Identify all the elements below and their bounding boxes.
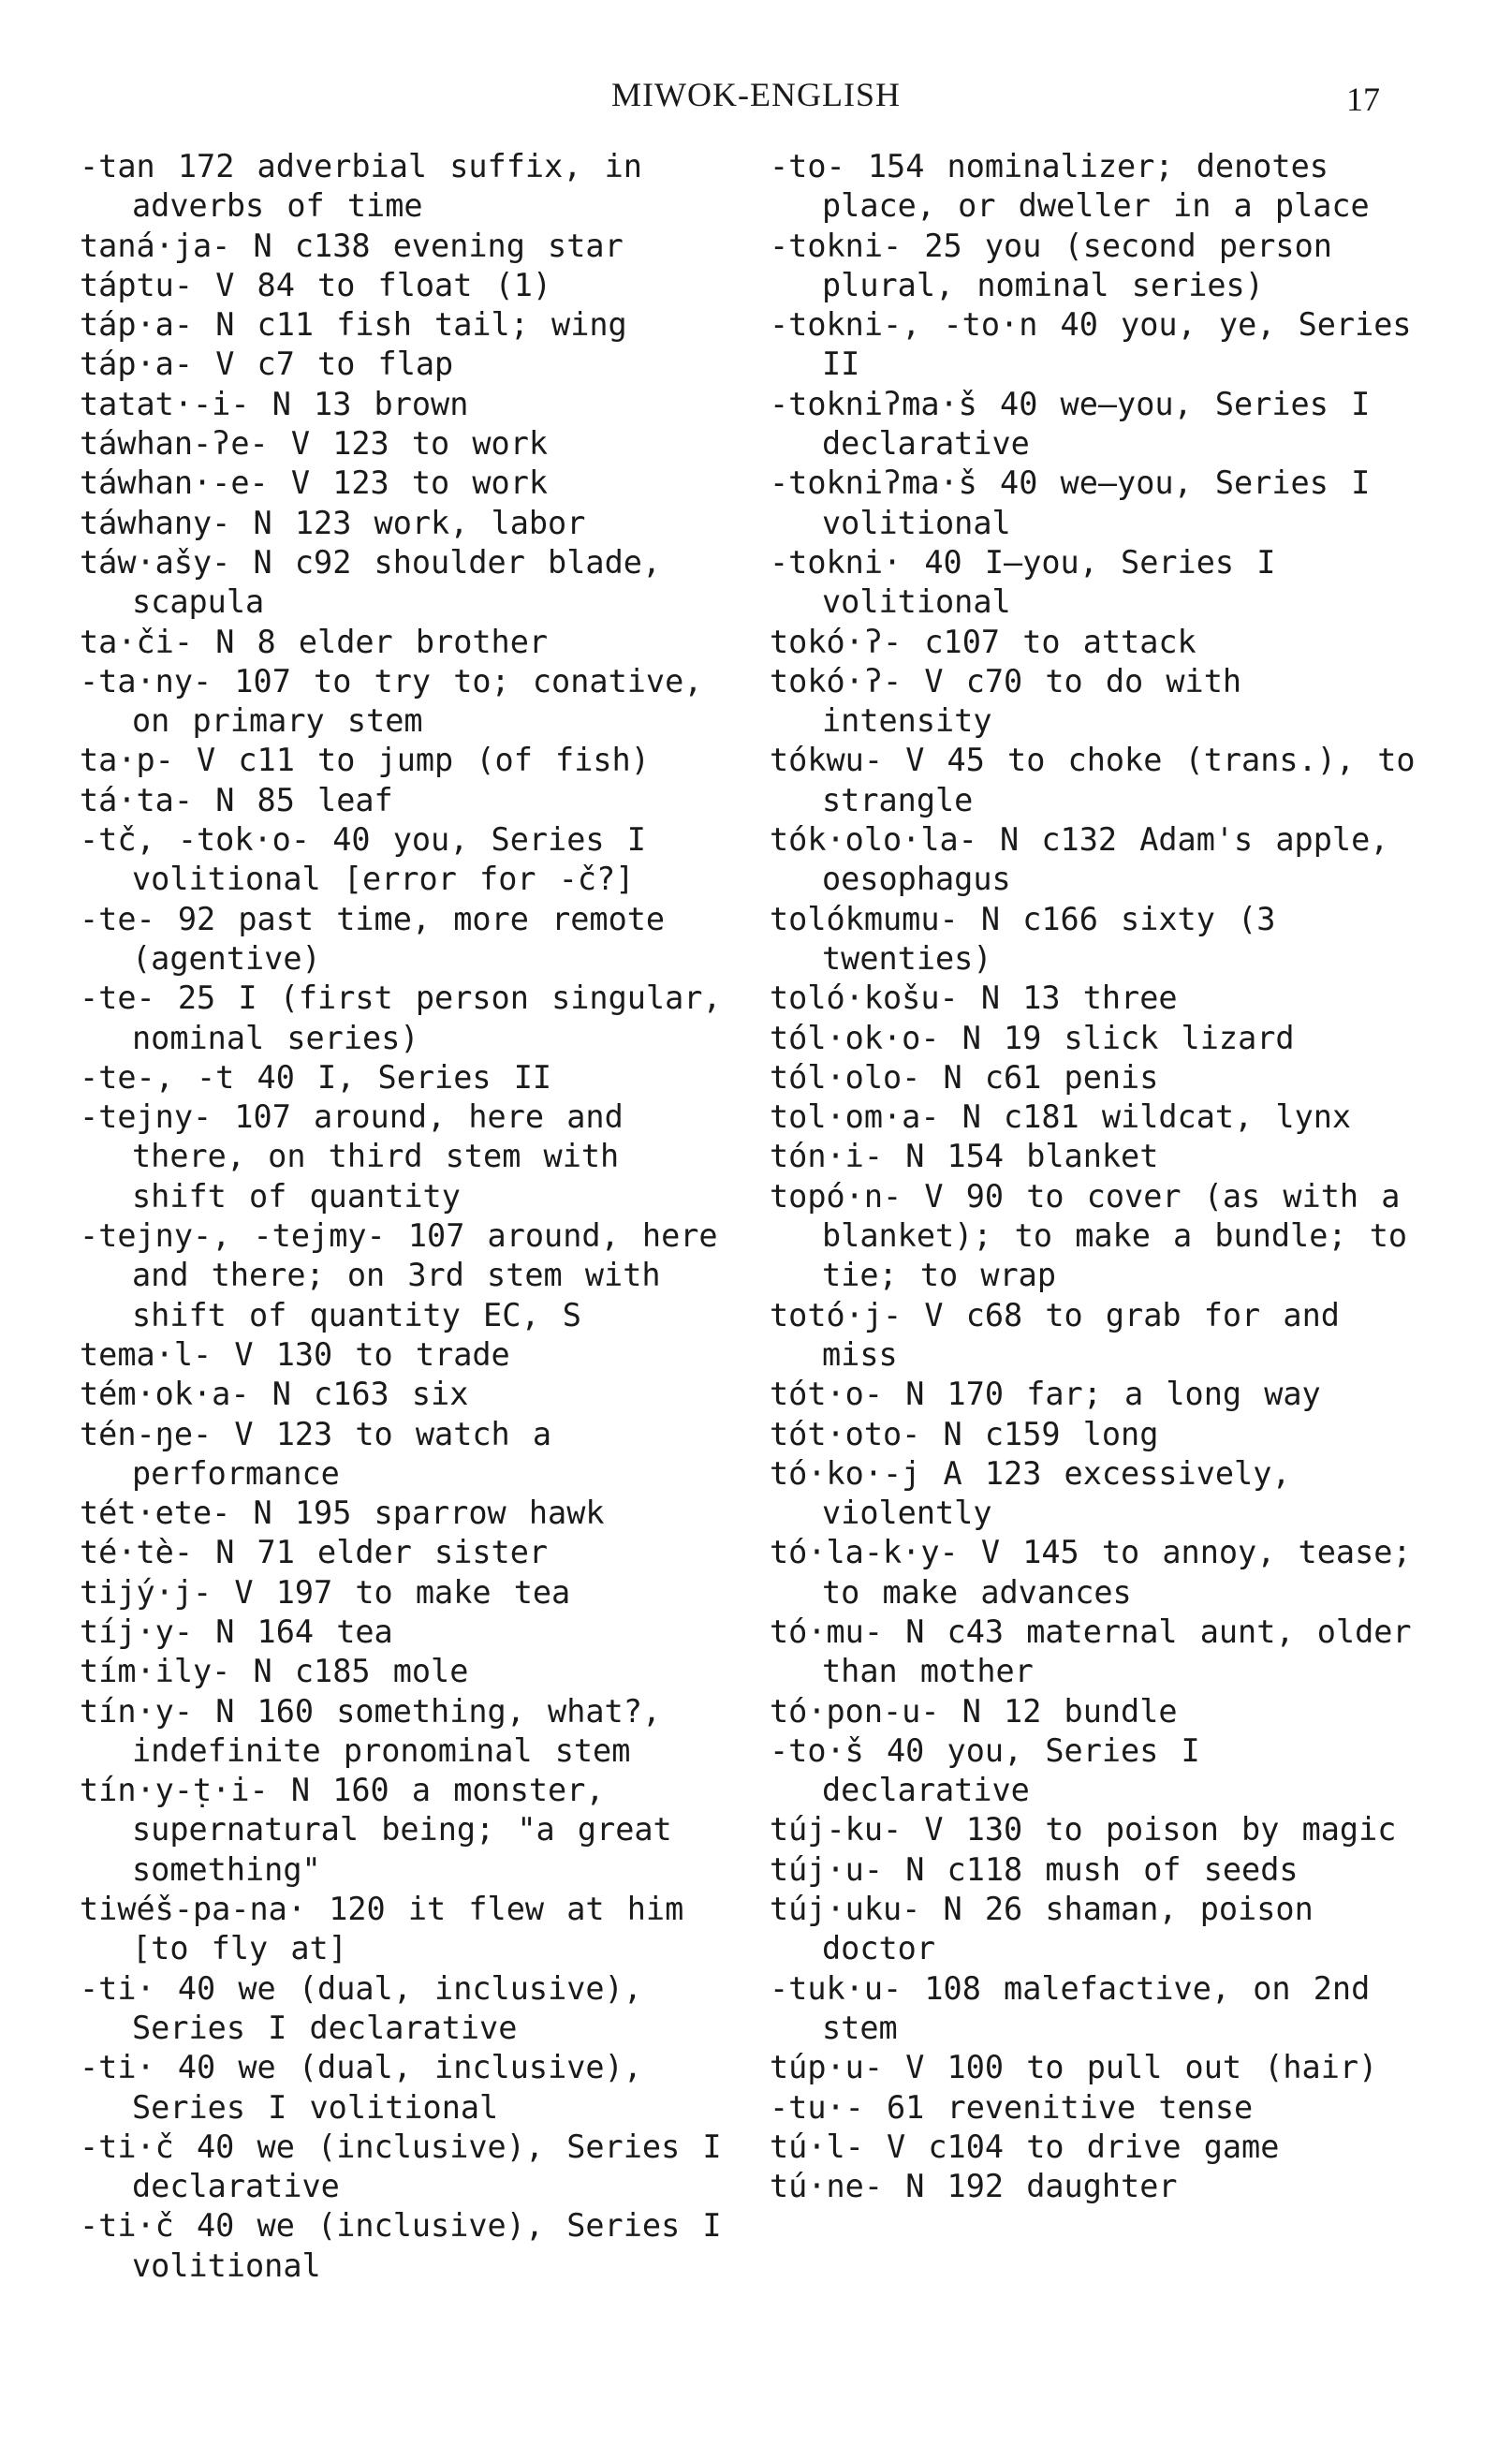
entry-definition: 40 I, Series II [257, 1058, 552, 1096]
entry-definition: V 130 to poison by magic [924, 1811, 1397, 1848]
dictionary-entry [770, 1375, 1425, 1414]
dictionary-entry [80, 227, 735, 266]
entry-headword: -ti·č [80, 2207, 174, 2245]
dictionary-entry [770, 623, 1425, 662]
entry-definition: 40 you, Series I volitional [error for -č?] [132, 821, 646, 898]
dictionary-entry [80, 1097, 735, 1216]
dictionary-entry [80, 1415, 735, 1495]
entry-headword: -tokniʔma·š [770, 464, 977, 502]
dictionary-entry [80, 1890, 735, 1969]
dictionary-entry [80, 147, 735, 227]
dictionary-entry [770, 2167, 1425, 2206]
entry-definition: 40 we (inclusive), Series I volitional [132, 2207, 722, 2284]
dictionary-entry [80, 781, 735, 820]
entry-headword: tén-ŋe- [80, 1415, 213, 1452]
entry-definition: V c70 to do with intensity [822, 662, 1242, 740]
entry-headword: táw·ašy- [80, 543, 231, 581]
entry-definition: 61 revenitive tense [887, 2088, 1254, 2126]
entry-definition: N 123 work, labor [253, 504, 586, 541]
entry-definition: N c163 six [272, 1376, 469, 1413]
entry-definition: 40 we (dual, inclusive), Series I declarative [132, 1969, 642, 2046]
entry-headword: -te- [80, 979, 155, 1017]
entry-definition: N c118 mush of seeds [905, 1850, 1299, 1888]
left-column [80, 147, 735, 2286]
dictionary-entry [80, 1613, 735, 1652]
dictionary-entry [770, 1969, 1425, 2049]
entry-headword: -ta·ny- [80, 662, 213, 700]
entry-headword: túp·u- [770, 2049, 884, 2086]
dictionary-entry [770, 1058, 1425, 1097]
entry-definition: N 154 blanket [905, 1138, 1159, 1175]
entry-headword: túj·u- [770, 1850, 884, 1888]
dictionary-entry [80, 1058, 735, 1097]
entry-headword: -tuk·u- [770, 1969, 903, 2007]
entry-headword: -te- [80, 900, 155, 937]
entry-definition: N 160 something, what?, indefinite pronominal stem [132, 1692, 662, 1769]
dictionary-entry [770, 1890, 1425, 1969]
entry-headword: totó·j- [770, 1296, 903, 1333]
entry-definition: V 90 to cover (as with a blanket); to make a bundle; to tie; to wrap [822, 1177, 1408, 1294]
entry-headword: tó·mu- [770, 1613, 884, 1650]
entry-definition: V 100 to pull out (hair) [905, 2049, 1378, 2086]
entry-headword: topó·n- [770, 1177, 903, 1215]
dictionary-entry [770, 1137, 1425, 1176]
entry-headword: tól·ok·o- [770, 1019, 940, 1056]
entry-headword: tá·ta- [80, 781, 194, 818]
entry-headword: tín·y- [80, 1692, 194, 1730]
entry-headword: túj-ku- [770, 1811, 903, 1848]
dictionary-entry [80, 1969, 735, 2049]
entry-definition: N c181 wildcat, lynx [962, 1098, 1352, 1136]
entry-headword: tó·la-k·y- [770, 1534, 959, 1571]
dictionary-entry [770, 1097, 1425, 1137]
entry-headword: tol·om·a- [770, 1098, 940, 1136]
dictionary-entry [770, 1692, 1425, 1731]
entry-definition: 92 past time, more remote (agentive) [132, 900, 666, 977]
entry-headword: tém·ok·a- [80, 1376, 250, 1413]
entry-headword: tót·oto- [770, 1415, 921, 1452]
entry-definition: V 123 to work [290, 425, 549, 463]
entry-headword: -tokni· [770, 543, 903, 581]
entry-definition: N c132 Adam's apple, oesophagus [822, 821, 1389, 898]
dictionary-entry [80, 900, 735, 979]
entry-definition: 40 we (dual, inclusive), Series I volitional [132, 2049, 642, 2126]
entry-definition: V 84 to float (1) [215, 266, 552, 303]
entry-definition: V c7 to flap [215, 346, 454, 383]
entry-definition: 40 we—you, Series I declarative [822, 385, 1371, 463]
dictionary-entry [770, 147, 1425, 227]
entry-definition: V c11 to jump (of fish) [197, 742, 650, 779]
entry-headword: toló·košu- [770, 979, 959, 1017]
entry-headword: -te-, -t [80, 1058, 235, 1096]
entry-definition: N 192 daughter [905, 2168, 1178, 2205]
dictionary-entry [770, 1731, 1425, 1811]
entry-headword: -tokniʔma·š [770, 385, 977, 422]
entry-definition: 108 malefactive, on 2nd stem [822, 1969, 1371, 2046]
dictionary-entry [80, 820, 735, 900]
entry-headword: tolókmumu- [770, 900, 959, 937]
dictionary-entry [80, 543, 735, 623]
entry-definition: N 160 a monster, supernatural being; "a great something" [132, 1772, 672, 1888]
dictionary-entry [80, 464, 735, 503]
dictionary-entry [80, 979, 735, 1058]
entry-definition: N 19 slick lizard [962, 1019, 1295, 1056]
page-number: 17 [1346, 81, 1380, 118]
entry-headword: -tč, -tok·o- [80, 821, 311, 859]
entry-definition: N 164 tea [215, 1613, 393, 1650]
entry-headword: -to- [770, 148, 845, 184]
dictionary-entry [80, 305, 735, 345]
entry-headword: tól·olo- [770, 1058, 921, 1096]
entry-definition: N c185 mole [253, 1653, 469, 1690]
dictionary-entry [80, 424, 735, 464]
entry-definition: 107 around, here and there; on 3rd stem with shift of quantity EC, S [132, 1217, 718, 1333]
entry-headword: tím·ily- [80, 1653, 231, 1690]
entry-headword: tatat·-i- [80, 385, 250, 422]
dictionary-entry [80, 345, 735, 384]
entry-definition: N 13 three [980, 979, 1178, 1017]
dictionary-entry [80, 2128, 735, 2207]
dictionary-entry [80, 2048, 735, 2128]
entry-headword: táwhan-ʔe- [80, 425, 269, 463]
entry-headword: tokó·ʔ- [770, 662, 903, 700]
dictionary-entry [770, 1454, 1425, 1534]
entry-definition: N 12 bundle [962, 1692, 1178, 1730]
entry-headword: tó·ko·-j [770, 1454, 921, 1492]
dictionary-entry [770, 2088, 1425, 2128]
dictionary-entry [80, 1771, 735, 1890]
entry-definition: N c138 evening star [253, 227, 624, 264]
dictionary-entry [770, 820, 1425, 900]
entry-headword: táp·a- [80, 306, 194, 344]
entry-definition: 107 around, here and there, on third stem with shift of quantity [132, 1098, 624, 1215]
dictionary-entry [80, 2206, 735, 2286]
dictionary-entry [770, 741, 1425, 820]
dictionary-entry [770, 2128, 1425, 2167]
entry-definition: V 197 to make tea [234, 1573, 571, 1611]
entry-headword: té·tè- [80, 1534, 194, 1571]
entry-headword: taná·ja- [80, 227, 231, 264]
entry-headword: táp·a- [80, 346, 194, 383]
entry-definition: N 195 sparrow hawk [253, 1495, 605, 1532]
entry-headword: -ti· [80, 2049, 155, 2086]
entry-headword: -ti·č [80, 2128, 174, 2165]
dictionary-entry [770, 1177, 1425, 1296]
entry-headword: ta·či- [80, 623, 194, 660]
entry-definition: 40 we—you, Series I volitional [822, 464, 1371, 541]
entry-headword: tokó·ʔ- [770, 623, 903, 660]
entry-definition: 40 you, Series I declarative [822, 1731, 1200, 1809]
entry-definition: N c92 shoulder blade, scapula [132, 543, 662, 621]
entry-headword: tín·y-ṭ·i- [80, 1772, 269, 1809]
entry-definition: N c43 maternal aunt, older than mother [822, 1613, 1412, 1690]
dictionary-entry [80, 504, 735, 543]
entry-headword: tú·l- [770, 2128, 864, 2165]
entry-definition: 40 you, ye, Series II [822, 306, 1412, 383]
dictionary-entry [770, 385, 1425, 464]
entry-definition: 172 adverbial suffix, in adverbs of time [132, 148, 642, 225]
entry-headword: -to·š [770, 1731, 864, 1769]
dictionary-entry [80, 1216, 735, 1335]
entry-headword: tón·i- [770, 1138, 884, 1175]
entry-definition: V 145 to annoy, tease; to make advances [822, 1534, 1412, 1611]
dictionary-entry [770, 227, 1425, 306]
dictionary-entry [770, 1613, 1425, 1692]
entry-headword: tét·ete- [80, 1495, 231, 1532]
entry-definition: V c104 to drive game [887, 2128, 1280, 2165]
entry-definition: V c68 to grab for and miss [822, 1296, 1340, 1373]
entry-definition: 154 nominalizer; denotes place, or dweller in a place [822, 148, 1370, 225]
entry-definition: N 170 far; a long way [905, 1376, 1321, 1413]
dictionary-entry [80, 1375, 735, 1414]
dictionary-entry [770, 979, 1425, 1018]
dictionary-entry [770, 1533, 1425, 1613]
entry-headword: táwhany- [80, 504, 231, 541]
dictionary-entry [80, 1652, 735, 1691]
entry-definition: N c11 fish tail; wing [215, 306, 627, 344]
page-header-title: MIWOK-ENGLISH [611, 76, 901, 113]
entry-headword: túj·uku- [770, 1891, 921, 1928]
entry-headword: -tejny-, -tejmy- [80, 1217, 386, 1255]
dictionary-entry [770, 1415, 1425, 1454]
entry-headword: tók·olo·la- [770, 821, 977, 859]
dictionary-entry [770, 1019, 1425, 1058]
entry-definition: V 45 to choke (trans.), to strangle [822, 742, 1416, 818]
dictionary-entry [80, 1573, 735, 1613]
entry-headword: tú·ne- [770, 2168, 884, 2205]
dictionary-entry [770, 2048, 1425, 2087]
dictionary-entry [80, 385, 735, 424]
entry-headword: tó·pon-u- [770, 1692, 940, 1730]
entry-definition: 107 to try to; conative, on primary stem [132, 662, 703, 740]
entry-headword: tiwéš-pa-na· [80, 1891, 307, 1928]
entry-headword: tijý·j- [80, 1573, 213, 1611]
entry-definition: c107 to attack [924, 623, 1196, 660]
dictionary-entry [770, 1296, 1425, 1376]
entry-headword: táptu- [80, 266, 194, 303]
dictionary-entry [770, 1810, 1425, 1849]
entry-definition: N 13 brown [272, 385, 469, 422]
dictionary-entry [80, 1335, 735, 1375]
entry-definition: 25 I (first person singular, nominal series) [132, 979, 722, 1056]
dictionary-entry [80, 662, 735, 742]
entry-headword: tókwu- [770, 742, 884, 779]
entry-headword: -tejny- [80, 1098, 213, 1136]
entry-definition: V 130 to trade [234, 1335, 510, 1373]
dictionary-entry [80, 1494, 735, 1533]
entry-headword: tíj·y- [80, 1613, 194, 1650]
entry-definition: 40 I—you, Series I volitional [822, 543, 1276, 621]
entry-definition: 120 it flew at him [to fly at] [132, 1891, 684, 1967]
entry-definition: V 123 to work [290, 464, 549, 502]
entry-definition: 40 we (inclusive), Series I declarative [132, 2128, 722, 2205]
dictionary-entry [80, 1533, 735, 1572]
dictionary-entry [770, 543, 1425, 623]
dictionary-entry [770, 900, 1425, 979]
dictionary-entry [80, 741, 735, 780]
dictionary-entry [80, 1692, 735, 1772]
entry-definition: N 71 elder sister [215, 1534, 549, 1571]
entry-definition: N 85 leaf [215, 781, 393, 818]
entry-definition: N c166 sixty (3 twenties) [822, 900, 1276, 977]
entry-headword: tót·o- [770, 1376, 884, 1413]
entry-definition: N c159 long [943, 1415, 1159, 1452]
entry-headword: -ti· [80, 1969, 155, 2007]
entry-headword: táwhan·-e- [80, 464, 269, 502]
entry-headword: -tan [80, 148, 155, 184]
dictionary-entry [80, 266, 735, 305]
entry-definition: N 26 shaman, poison doctor [822, 1891, 1314, 1967]
entry-headword: ta·p- [80, 742, 174, 779]
right-column [770, 147, 1425, 2206]
dictionary-entry [770, 1850, 1425, 1890]
entry-headword: -tu·- [770, 2088, 864, 2126]
entry-definition: A 123 excessively, violently [822, 1454, 1291, 1532]
entry-definition: N c61 penis [943, 1058, 1159, 1096]
entry-definition: V 123 to watch a performance [132, 1415, 552, 1492]
entry-definition: 25 you (second person plural, nominal series) [822, 227, 1332, 303]
dictionary-entry [770, 305, 1425, 385]
entry-definition: N 8 elder brother [215, 623, 549, 660]
dictionary-entry [770, 662, 1425, 742]
dictionary-entry [80, 623, 735, 662]
entry-headword: tema·l- [80, 1335, 213, 1373]
entry-headword: -tokni- [770, 227, 903, 264]
entry-headword: -tokni-, -to·n [770, 306, 1038, 344]
dictionary-entry [770, 464, 1425, 543]
